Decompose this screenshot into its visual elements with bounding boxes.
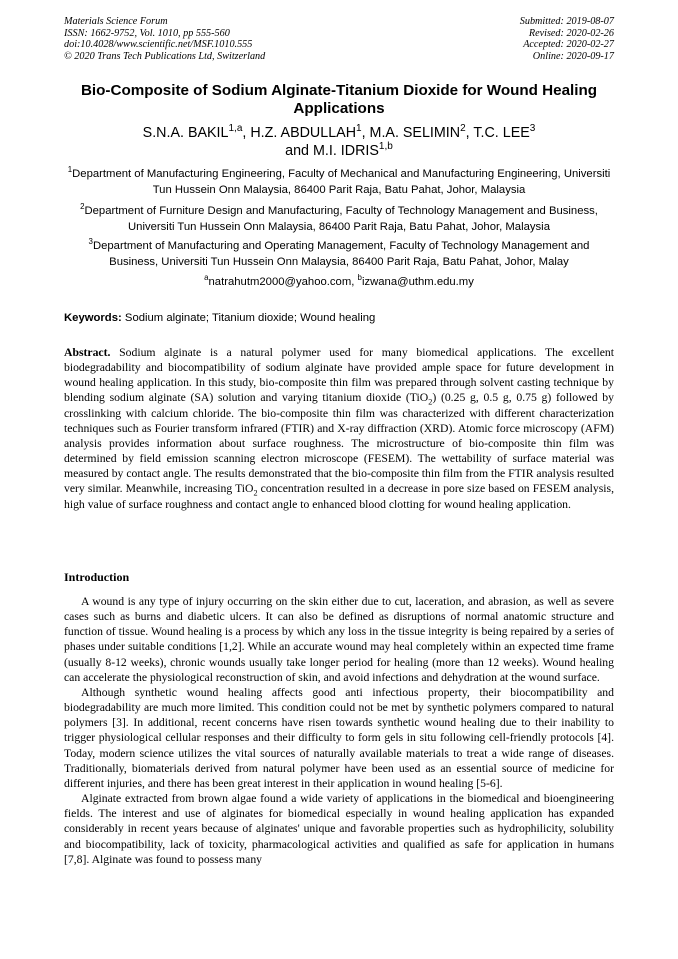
paragraph: Alginate extracted from brown algae found a wide variety of applications in the biomedical and bioengineering fields. The interest and use of alginates for biomedical especially in wound healing application has expanded considerably in recent years because of alginates' unique and favorable properties such as hydrophilicity, solubility and biocompatibility, lack of toxicity, pharmacological activities and qualified as safe for application in humans [7,8]. Alginate was found to possess many [64,792,614,866]
introduction-body [64,594,614,867]
keywords [64,310,614,326]
author-name: M.A. SELIMIN [369,125,461,141]
online-date: Online: 2020-09-17 [532,50,614,62]
journal-info [64,16,265,62]
author-sup: 1 [356,123,362,135]
keywords-label: Keywords: [64,312,122,324]
email-link-b[interactable]: izwana@uthm.edu.my [361,276,474,288]
affiliation-2: $^2$Department of Furniture Design and Manufacturing, Faculty of Technology Management and Business, Universiti Tun Hussein Onn Malaysia, 86400 Parit Raja, Batu Pahat, Johor, Malaysia [80,202,598,233]
author-sup: 1,a [228,123,243,135]
author-sup: 3 [529,123,536,135]
contact-emails: $^a$natrahutm2000@yahoo.com, $^b$izwana@uthm.edu.my [204,273,474,288]
paragraph: A wound is any type of injury occurring on the skin either due to cut, laceration, and abrasion, as well as severe cases such as burns and diabetic ulcers. It can also be defined as disruptions of normal anatomic structure and function of tissue. Wound healing is a process by which any loss in the tissue integrity is being repaired by a series of phases under suitable conditions [1,2]. While an accurate wound may heal completely within an expected time frame (usually 8-12 weeks), chronic wounds usually take longer period for healing (more than 12 weeks). Wound healing can accelerate the physiological reconstruction of skin, and avoid infections and dehydration at the wound surface. [64,595,614,684]
copyright-line: © 2020 Trans Tech Publications Ltd, Switzerland [64,50,266,62]
author-name: S.N.A. BAKIL [142,125,229,141]
author-sup: 1,b [378,141,393,153]
author-name: H.Z. ABDULLAH [250,125,357,141]
author-name: and M.I. IDRIS [285,143,379,159]
email-link-a[interactable]: natrahutm2000@yahoo.com [208,276,352,288]
author-list: S.N.A. BAKIL$^{1,a}$, H.Z. ABDULLAH$^1$, M.A. SELIMIN$^2$, T.C. LEE$^3$ and M.I. IDRIS$^{1,b}$ [142,123,536,159]
journal-name: Materials Science Forum [64,16,168,27]
abstract: Abstract. Sodium alginate is a natural polymer used for many biomedical applications. The excellent biodegradability and biocompatibility of sodium alginate have provided ample space for future development in wound healing application. In this study, bio-composite thin film was prepared through solvent casting technique by blending sodium alginate (SA) solution and varying titanium dioxide (TiO$_2$) (0.25 g, 0.5 g, 0.75 g) followed by crosslinking with calcium chloride. The bio-composite thin film was characterized with different characterization techniques such as Fourier transform infrared (FTIR) and X-ray diffraction (XRD). Atomic force microscopy (AFM) analysis provides information about surface roughness. The microstructure of bio-composite thin film was determined by field emission scanning electron microscope (FESEM). The wettability of surface material was measured by contact angle. The results demonstrated that the bio-composite thin film from the FTIR analysis resulted very similar. Meanwhile, increasing TiO$_2$ concentration resulted in a decrease in pore size based on FESEM analysis, high value of surface roughness and contact angle to enhanced blood clotting for wound healing application. [64,346,615,511]
doi-line: doi:10.4028/www.scientific.net/MSF.1010.555 [64,39,253,50]
author-sup: 2 [460,123,466,135]
publication-dates [520,16,614,62]
issn-line: ISSN: 1662-9752, Vol. 1010, pp 555-560 [64,27,230,39]
introduction-heading: Introduction [64,570,130,584]
affiliation-3: $^3$Department of Manufacturing and Operating Management, Faculty of Technology Management and Business, Universiti Tun Hussein Onn Malaysia, 86400 Parit Raja, Batu Pahat, Johor, Malay [88,237,590,268]
author-name: T.C. LEE [473,125,530,141]
revised-date: Revised: 2020-02-26 [528,27,614,39]
accepted-date: Accepted: 2020-02-27 [523,39,614,50]
submitted-date: Submitted: 2019-08-07 [519,16,614,27]
paper-title: Bio-Composite of Sodium Alginate-Titanium Dioxide for Wound Healing Applications [80,82,598,117]
keywords-text: Sodium alginate; Titanium dioxide; Wound healing [124,312,376,324]
paragraph: Although synthetic wound healing affects good anti infectious property, their biocompatibility and biodegradability are much more limited. This condition could not be met by synthetic polymers compared to natural polymers [3]. In additional, recent concerns have risen towards synthetic wound healing due to their inability to trigger physiological cellular responses and their difficulty to form gels in situ following cell-friendly protocols [4]. Today, modern science utilizes the vital sources of naturally available materials to treat a wide range of diseases. Traditionally, biomaterials derived from natural polymer have been used as an essential source of medicine for different injuries, and there has been great interest in their application in wound healing [5-6]. [64,685,614,790]
affiliation-1: $^1$Department of Manufacturing Engineering, Faculty of Mechanical and Manufacturing Engineering, Universiti Tun Hussein Onn Malaysia, 86400 Parit Raja, Batu Pahat, Johor, Malaysia [67,165,611,196]
abstract-label: Abstract. [64,346,111,359]
